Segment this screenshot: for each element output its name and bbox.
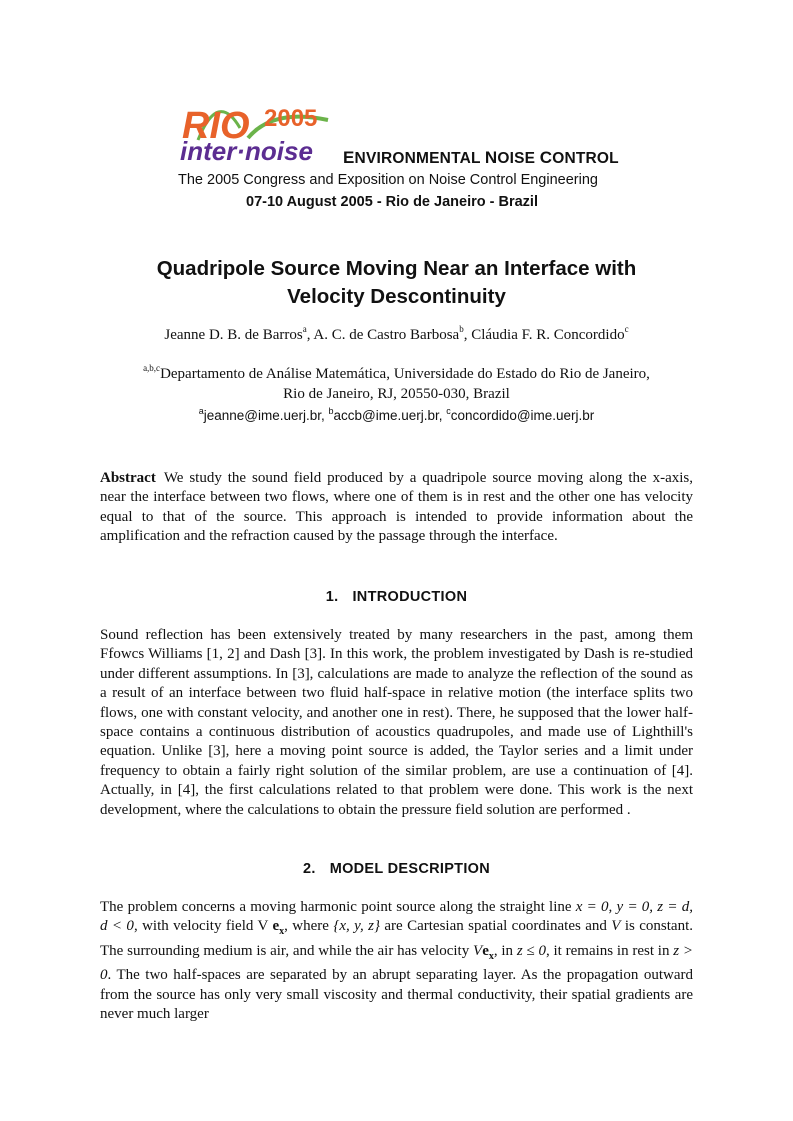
conference-header bbox=[178, 98, 638, 213]
affiliation-mark: a,b,c bbox=[143, 363, 161, 373]
logo-year-text: 2005 bbox=[264, 105, 318, 132]
author-emails: $^a$jeanne@ime.uerj.br, $^b$accb@ime.uerj.br, $^c$concordido@ime.uerj.br bbox=[198, 405, 595, 423]
abstract-text: We study the sound field produced by a quadripole source moving along the x-axis, near the interface between two flows, where one of them is in rest and the other one has velocity equal to that of the source. This approach is intended to provide information about the amplification and the refraction caused by the passage through the interface. bbox=[100, 470, 693, 545]
abstract-label: Abstract bbox=[100, 470, 156, 486]
abstract bbox=[100, 469, 693, 547]
section-heading-model-description bbox=[100, 861, 693, 877]
section-title: MODEL DESCRIPTION bbox=[329, 861, 491, 877]
model-description-paragraph: The problem concerns a moving harmonic point source along the straight line x = 0, y = 0, z = d, d < 0, with velocity field V $e_x$, where {x, y, z} are Cartesian spatial coordinates and V is constant. The surrounding medium is air, and while the air has velocity $Ve_x$, in z ≤ 0, it remains in rest in z > 0. The two half-spaces are separated by an abrupt separating layer. As the propagation outward from the source has only very small viscosity and thermal conductivity, their spatial gradients are never much larger bbox=[100, 899, 694, 1023]
conference-date: 07-10 August 2005 - Rio de Janeiro - Brazil bbox=[246, 194, 538, 210]
author-name: Jeanne D. B. de Barros bbox=[164, 327, 303, 343]
internoise-logo bbox=[178, 98, 346, 164]
logo-rio-text: RIO bbox=[182, 105, 250, 147]
conference-subtitle: The 2005 Congress and Exposition on Noise Control Engineering bbox=[178, 172, 598, 188]
section-heading-introduction bbox=[100, 589, 693, 605]
logo-internoise-text: inter·noise bbox=[180, 136, 313, 164]
section-title: INTRODUCTION bbox=[352, 589, 468, 605]
email-link[interactable]: concordido@ime.uerj.br bbox=[450, 408, 595, 423]
paper-affiliation bbox=[100, 364, 693, 404]
paper-title-line-1: Quadripole Source Moving Near an Interface with bbox=[156, 257, 637, 280]
email-link[interactable]: accb@ime.uerj.br bbox=[333, 408, 439, 423]
author-name: A. C. de Castro Barbosa bbox=[313, 327, 460, 343]
section-number: 1. bbox=[325, 589, 339, 605]
introduction-paragraph: Sound reflection has been extensively treated by many researchers in the past, among them Ffowcs Williams [1, 2] and Dash [3]. In this work, the problem investigated by Dash is re-studied under different assumptions. In [3], calculations are made to analyze the reflection of the sound as a result of an interface between two fluid half-space in relative motion (the interface splits two flows, one with constant velocity, and another one in rest). There, he supposed that the lower half-space contains a continuous distribution of acoustics quadrupoles, and made use of Lighthill's equation. Unlike [3], here a moving point source is added, the Taylor series and a limit under frequency to obtain a fairly right solution of the similar problem, are use a continuation of [4]. Actually, in [4], the first calculations related to that problem were done. This work is the next development, where the calculations to obtain the pressure field solution are performed . bbox=[100, 627, 693, 818]
section-number: 2. bbox=[302, 861, 316, 877]
author-name: Cláudia F. R. Concordido bbox=[471, 327, 625, 343]
paper-title-line-2: Velocity Descontinuity bbox=[287, 285, 506, 308]
email-link[interactable]: jeanne@ime.uerj.br bbox=[203, 408, 321, 423]
affiliation-line-1: Departamento de Análise Matemática, Universidade do Estado do Rio de Janeiro, bbox=[160, 366, 650, 382]
paper-title bbox=[100, 255, 693, 311]
affiliation-line-2: Rio de Janeiro, RJ, 20550-030, Brazil bbox=[283, 386, 510, 402]
author-mark: c bbox=[624, 324, 629, 334]
paper-authors: Jeanne D. B. de Barros$^a$, A. C. de Castro Barbosa$^b$, Cláudia F. R. Concordido$^c$ bbox=[164, 324, 629, 343]
conference-name: ENVIRONMENTAL NOISE CONTROL bbox=[343, 148, 619, 167]
author-mark: a bbox=[302, 324, 307, 334]
author-mark: b bbox=[459, 324, 464, 334]
